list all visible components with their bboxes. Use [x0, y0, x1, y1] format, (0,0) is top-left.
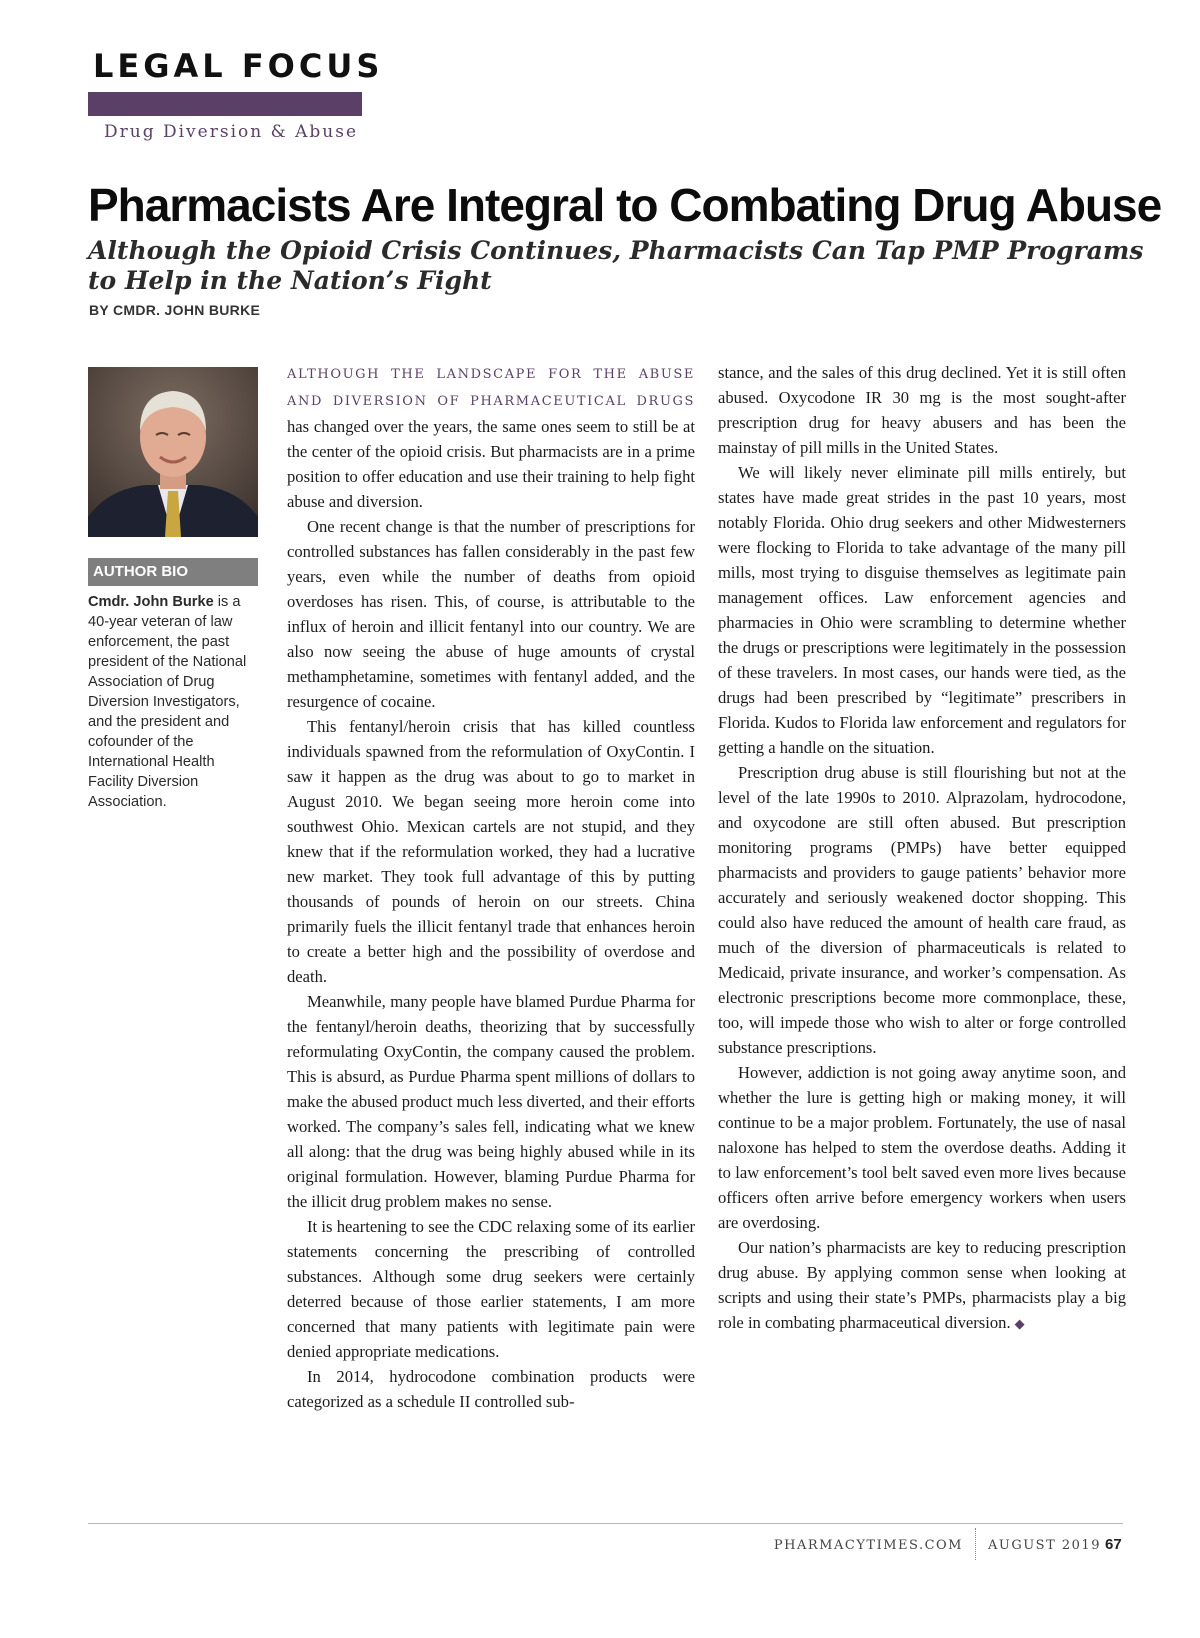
author-bio-description: is a 40-year veteran of law enforcement, the past president of the National Association of Drug Diversion Investigators, and the president and cofounder of the International Health Facility Diversion Association.	[88, 594, 247, 810]
byline: BY CMDR. JOHN BURKE	[89, 302, 261, 318]
section-label: LEGAL FOCUS	[93, 47, 384, 85]
section-bar	[88, 92, 362, 116]
article-paragraph: Our nation’s pharmacists are key to reducing prescription drug abuse. By applying common sense when looking at scripts and using their state’s PMPs, pharmacists play a big role in combating pharmaceutical diversion. ◆	[718, 1238, 1126, 1332]
section-subtitle: Drug Diversion & Abuse	[104, 122, 359, 142]
lead-in: ALTHOUGH THE LANDSCAPE FOR THE ABUSE AND DIVERSION OF PHARMACEUTICAL DRUGS	[287, 367, 695, 409]
author-bio-text	[88, 592, 258, 812]
author-photo	[88, 367, 258, 537]
article-paragraph: However, addiction is not going away anytime soon, and whether the lure is getting high or making money, it will continue to be a major problem. Fortunately, the use of nasal naloxone has helped to stem the overdose deaths. Adding it to law enforcement’s tool belt saved even more lives because officers often arrive before emergency workers when users are overdosing.	[718, 1063, 1126, 1232]
article-paragraph: It is heartening to see the CDC relaxing some of its earlier statements concerning the prescribing of controlled substances. Although some drug seekers were certainly deterred because of those earlier statements, I am more concerned that many patients with legitimate pain were denied appropriate medications.	[287, 1217, 695, 1361]
footer-site: PHARMACYTIMES.COM	[773, 1538, 963, 1553]
article-paragraph: Prescription drug abuse is still flourishing but not at the level of the late 1990s to 2010. Alprazolam, hydrocodone, and oxycodone are still often abused. But prescription monitoring programs (PMPs) have better equipped pharmacists and providers to gauge patients’ behavior more accurately and seriously weakened doctor shopping. This could also have reduced the amount of health care fraud, as much of the diversion of pharmaceuticals is related to Medicaid, private insurance, and worker’s compensation. As electronic prescriptions become more commonplace, these, too, will impede those who wish to alter or forge controlled substance prescriptions.	[718, 763, 1126, 1057]
article-paragraph: stance, and the sales of this drug declined. Yet it is still often abused. Oxycodone IR 30 mg is the most sought-after prescription drug for heavy abusers and has been the mainstay of pill mills in the United States.	[718, 363, 1126, 457]
article-paragraph: We will likely never eliminate pill mills entirely, but states have made great strides in the past 10 years, most notably Florida. Ohio drug seekers and other Midwesterners were flocking to Florida to take advantage of the many pill mills, most trying to disguise themselves as legitimate pain management offices. Law enforcement agencies and pharmacies in Ohio were scrambling to determine whether the drugs or prescriptions were legitimately in the possession of these travelers. In most cases, our hands were tied, as the drugs had been prescribed by “legitimate” prescribers in Florida. Kudos to Florida law enforcement and regulators for getting a handle on the situation.	[718, 463, 1126, 757]
author-bio-header: AUTHOR BIO	[88, 558, 258, 586]
footer-date: AUGUST 2019	[988, 1538, 1101, 1553]
end-mark-icon: ◆	[1014, 1316, 1025, 1331]
article-paragraph: ALTHOUGH THE LANDSCAPE FOR THE ABUSE AND DIVERSION OF PHARMACEUTICAL DRUGS has changed over the years, the same ones seem to still be at the center of the opioid crisis. But pharmacists are in a prime position to offer education and use their training to help fight abuse and diversion.	[287, 367, 695, 511]
article-column-1	[287, 360, 695, 1414]
page-number: 67	[1105, 1536, 1122, 1553]
article-paragraph: In 2014, hydrocodone combination products were categorized as a schedule II controlled sub-	[287, 1367, 695, 1411]
footer-divider	[975, 1528, 976, 1560]
author-name: Cmdr. John Burke	[88, 594, 214, 610]
article-column-2	[718, 360, 1126, 1336]
footer-rule	[88, 1523, 1123, 1524]
article-title: Pharmacists Are Integral to Combating Drug Abuse	[88, 179, 1162, 231]
article-paragraph: Meanwhile, many people have blamed Purdue Pharma for the fentanyl/heroin deaths, theorizing that by successfully reformulating OxyContin, the company caused the problem. This is absurd, as Purdue Pharma spent millions of dollars to make the abused product much less diverted, and their efforts worked. The company’s sales fell, indicating what we knew all along: that the drug was being highly abused while in its original formulation. However, blaming Purdue Pharma for the illicit drug problem makes no sense.	[287, 992, 695, 1211]
article-paragraph: One recent change is that the number of prescriptions for controlled substances has fallen considerably in the past few years, even while the number of deaths from opioid overdoses has risen. This, of course, is attributable to the influx of heroin and illicit fentanyl into our country. We are also now seeing the abuse of huge amounts of crystal methamphetamine, sometimes with fentanyl added, and the resurgence of cocaine.	[287, 517, 695, 711]
article-paragraph: This fentanyl/heroin crisis that has killed countless individuals spawned from the reformulation of OxyContin. I saw it happen as the drug was about to go to market in August 2010. We began seeing more heroin come into southwest Ohio. Mexican cartels are not stupid, and they knew that if the reformulation worked, they had a lucrative new market. They took full advantage of this by putting thousands of pounds of heroin on our streets. China primarily fuels the illicit fentanyl trade that enhances heroin to create a better high and the possibility of overdose and death.	[287, 717, 695, 986]
article-subtitle: Although the Opioid Crisis Continues, Pharmacists Can Tap PMP Programs to Help in the Nation’s Fight	[88, 236, 1144, 295]
